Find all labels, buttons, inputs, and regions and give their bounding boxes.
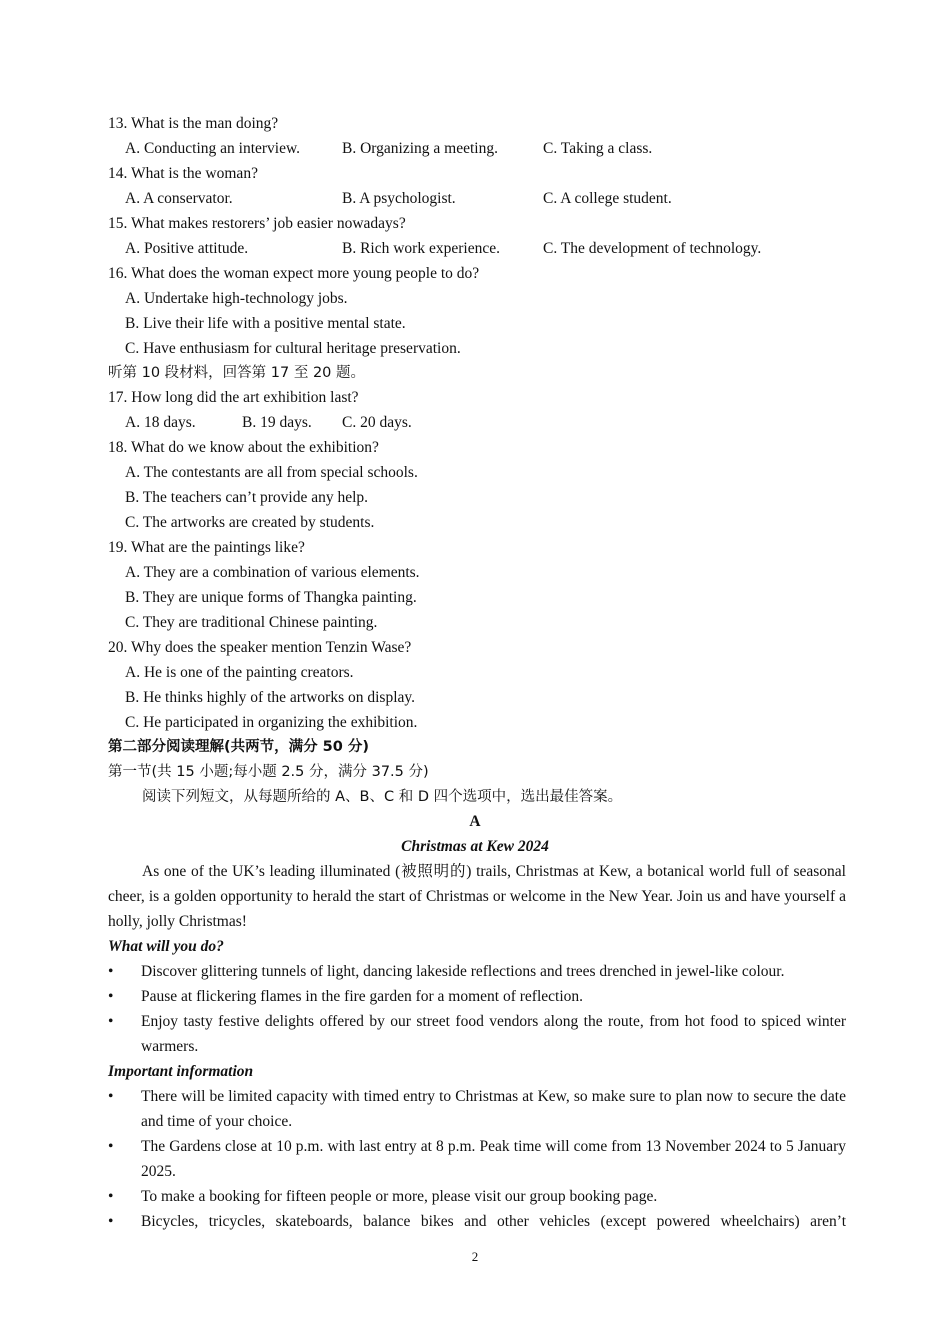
question-16-option-a: A. Undertake high-technology jobs. xyxy=(125,290,348,307)
question-20-option-c: C. He participated in organizing the exhibition. xyxy=(125,714,418,731)
question-18-option-b: B. The teachers can’t provide any help. xyxy=(125,489,369,506)
bullet-icon: • xyxy=(108,963,114,980)
question-15-stem: 15. What makes restorers’ job easier nowadays? xyxy=(108,215,406,232)
question-19-option-a: A. They are a combination of various elements. xyxy=(125,564,420,581)
question-18-option-c: C. The artworks are created by students. xyxy=(125,514,375,531)
bullet-icon: • xyxy=(108,1188,114,1205)
question-13-stem: 13. What is the man doing? xyxy=(108,115,279,132)
passage-intro: As one of the UK’s leading illuminated (被照明的) trails, Christmas at Kew, a botanical world full of seasonal cheer, is a golden opportunity to herald the start of Christmas or welcome in the New Year. Join us and have yourself a holly, jolly Christmas! xyxy=(108,863,846,930)
heading-what-will-you-do: What will you do? xyxy=(108,938,224,955)
instruction-passage-10: 听第 10 段材料，回答第 17 至 20 题。 xyxy=(108,365,366,381)
question-14-option-a: A. A conservator. xyxy=(125,190,233,207)
question-20-option-b: B. He thinks highly of the artworks on display. xyxy=(125,689,416,706)
question-14-stem: 14. What is the woman? xyxy=(108,165,258,182)
bullet-icon: • xyxy=(108,1013,114,1030)
question-17-option-a: A. 18 days. xyxy=(125,414,196,431)
page-number: 2 xyxy=(471,1249,479,1264)
passage-letter: A xyxy=(469,813,481,830)
question-13-option-a: A. Conducting an interview. xyxy=(125,140,301,157)
question-15-option-b: B. Rich work experience. xyxy=(342,240,500,257)
question-20-stem: 20. Why does the speaker mention Tenzin Wase? xyxy=(108,639,412,656)
question-16-option-b: B. Live their life with a positive mental state. xyxy=(125,315,406,332)
question-13-option-c: C. Taking a class. xyxy=(543,140,653,157)
section-1-instruction: 阅读下列短文，从每题所给的 A、B、C 和 D 四个选项中，选出最佳答案。 xyxy=(142,789,623,805)
bullet-icon: • xyxy=(108,988,114,1005)
list-item-text: Pause at flickering flames in the fire garden for a moment of reflection. xyxy=(141,988,584,1005)
list-item-text: To make a booking for fifteen people or more, please visit our group booking page. xyxy=(141,1188,658,1205)
question-17-stem: 17. How long did the art exhibition last? xyxy=(108,389,359,406)
question-15-option-a: A. Positive attitude. xyxy=(125,240,249,257)
question-18-stem: 18. What do we know about the exhibition? xyxy=(108,439,379,456)
heading-important-information: Important information xyxy=(108,1063,254,1080)
question-20-option-a: A. He is one of the painting creators. xyxy=(125,664,354,681)
question-18-option-a: A. The contestants are all from special schools. xyxy=(125,464,418,481)
list-item-text: The Gardens close at 10 p.m. with last entry at 8 p.m. Peak time will come from 13 November 2024 to 5 January 2025. xyxy=(141,1138,846,1180)
question-19-option-b: B. They are unique forms of Thangka painting. xyxy=(125,589,417,606)
question-19-option-c: C. They are traditional Chinese painting. xyxy=(125,614,378,631)
question-14-option-c: C. A college student. xyxy=(543,190,672,207)
bullet-icon: • xyxy=(108,1138,114,1155)
bullet-icon: • xyxy=(108,1088,114,1105)
passage-title: Christmas at Kew 2024 xyxy=(401,838,549,855)
question-15-option-c: C. The development of technology. xyxy=(543,240,762,257)
list-item-text: Discover glittering tunnels of light, dancing lakeside reflections and trees drenched in jewel-like colour. xyxy=(141,963,785,980)
question-13-option-b: B. Organizing a meeting. xyxy=(342,140,498,157)
question-16-option-c: C. Have enthusiasm for cultural heritage preservation. xyxy=(125,340,461,357)
question-14-option-b: B. A psychologist. xyxy=(342,190,456,207)
question-16-stem: 16. What does the woman expect more young people to do? xyxy=(108,265,480,282)
bullet-icon: • xyxy=(108,1213,114,1230)
question-17-option-c: C. 20 days. xyxy=(342,414,412,431)
question-17-option-b: B. 19 days. xyxy=(242,414,312,431)
question-19-stem: 19. What are the paintings like? xyxy=(108,539,305,556)
list-item-text: Bicycles, tricycles, skateboards, balance bikes and other vehicles (except powered wheelchairs) aren’t xyxy=(141,1213,846,1230)
list-item-text: Enjoy tasty festive delights offered by our street food vendors along the route, from hot food to spiced winter warmers. xyxy=(141,1013,846,1055)
part-2-title: 第二部分阅读理解(共两节，满分 50 分) xyxy=(108,739,370,755)
section-1-title: 第一节(共 15 小题;每小题 2.5 分，满分 37.5 分) xyxy=(108,764,429,780)
list-item-text: There will be limited capacity with timed entry to Christmas at Kew, so make sure to plan now to secure the date and time of your choice. xyxy=(141,1088,846,1130)
